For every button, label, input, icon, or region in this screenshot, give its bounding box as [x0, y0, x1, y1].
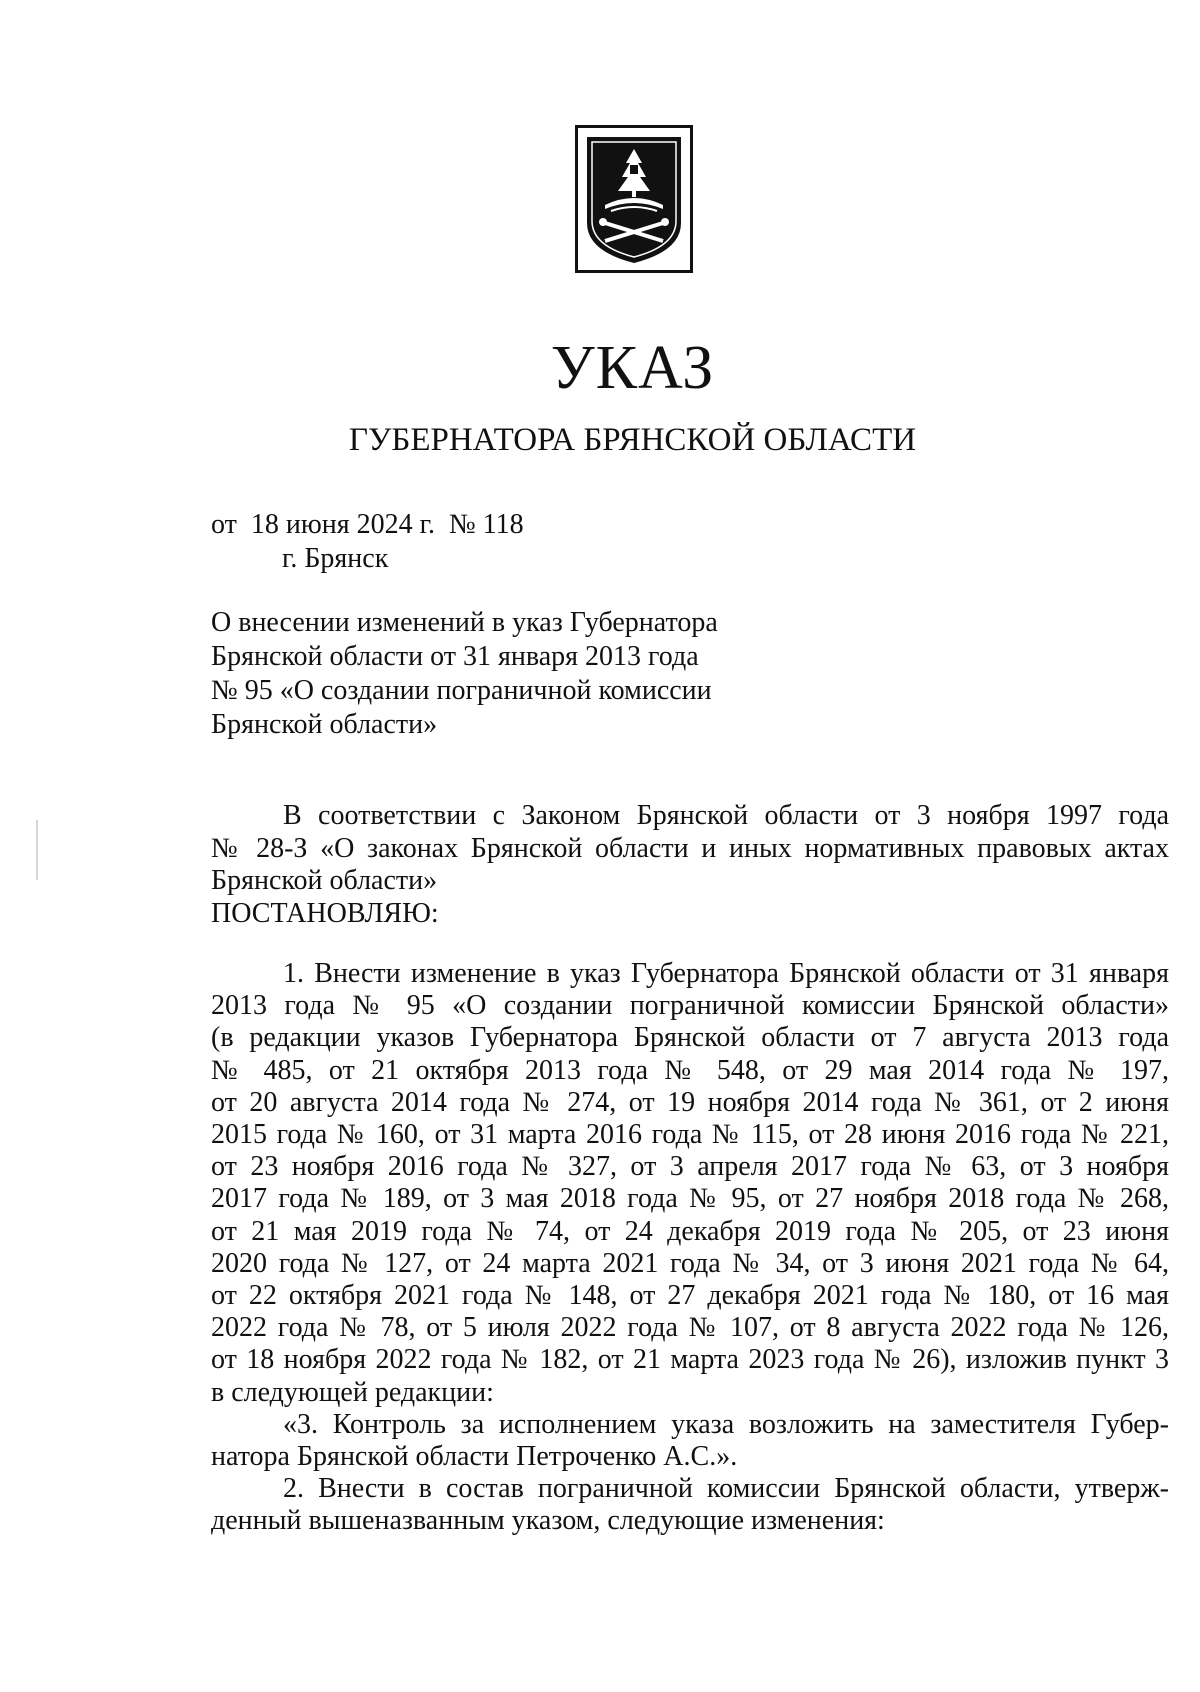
decree-city: г. Брянск — [282, 543, 389, 574]
coat-of-arms-emblem — [575, 125, 693, 273]
item-1-line: от 20 августа 2014 года № 274, от 19 ноября 2014 года № 361, от 2 июня — [211, 1086, 1169, 1118]
quote-line: «3. Контроль за исполнением указа возложить на заместителя Губер- — [283, 1408, 1169, 1440]
heading-line: Брянской области» — [211, 709, 438, 740]
coat-of-arms-icon — [575, 125, 693, 273]
item-1-line: от 21 мая 2019 года № 74, от 24 декабря 2019 года № 205, от 23 июня — [211, 1215, 1169, 1247]
quote-line: натора Брянской области Петроченко А.С.». — [211, 1441, 738, 1473]
heading-line: № 95 «О создании пограничной комиссии — [211, 675, 712, 706]
scan-margin-mark — [36, 820, 38, 880]
item-1-line: от 23 ноября 2016 года № 327, от 3 апреля 2017 года № 63, от 3 ноября — [211, 1151, 1169, 1183]
item-1-line: № 485, от 21 октября 2013 года № 548, от 29 мая 2014 года № 197, — [211, 1054, 1169, 1086]
item-1-line: 2022 года № 78, от 5 июля 2022 года № 107, от 8 августа 2022 года № 126, — [211, 1312, 1169, 1344]
preamble-line: Брянской области» — [211, 865, 438, 897]
item-1-line: 2020 года № 127, от 24 марта 2021 года № 34, от 3 июня 2021 года № 64, — [211, 1247, 1169, 1279]
decree-heading — [211, 606, 771, 742]
item-2-line: денный вышеназванным указом, следующие изменения: — [211, 1505, 885, 1537]
item-1-line: 2017 года № 189, от 3 мая 2018 года № 95, от 27 ноября 2018 года № 268, — [211, 1183, 1169, 1215]
preamble-line: № 28-З «О законах Брянской области и иных нормативных правовых актах — [211, 832, 1169, 864]
heading-line: О внесении изменений в указ Губернатора — [211, 607, 718, 638]
decree-date-number: от 18 июня 2024 г. № 118 — [211, 509, 524, 540]
document-title: УКАЗ — [550, 334, 715, 402]
item-1-block — [211, 958, 1169, 1538]
item-1-line: от 22 октября 2021 года № 148, от 27 декабря 2021 года № 180, от 16 мая — [211, 1280, 1169, 1312]
document-subtitle: ГУБЕРНАТОРА БРЯНСКОЙ ОБЛАСТИ — [348, 422, 917, 458]
item-2-line: 2. Внести в состав пограничной комиссии Брянской области, утверж- — [283, 1473, 1169, 1505]
preamble-block — [211, 800, 1169, 930]
item-1-line: 2015 года № 160, от 31 марта 2016 года № 115, от 28 июня 2016 года № 221, — [211, 1119, 1169, 1151]
item-1-line: 2013 года № 95 «О создании пограничной комиссии Брянской области» — [211, 990, 1169, 1022]
preamble-line: В соответствии с Законом Брянской области от 3 ноября 1997 года — [283, 800, 1169, 831]
item-1-line: (в редакции указов Губернатора Брянской области от 7 августа 2013 года — [211, 1022, 1169, 1054]
item-1-line: в следующей редакции: — [211, 1376, 494, 1408]
item-1-line: от 18 ноября 2022 года № 182, от 21 марта 2023 года № 26), изложив пункт 3 — [211, 1344, 1169, 1376]
decree-word: ПОСТАНОВЛЯЮ: — [211, 897, 439, 929]
item-1-line: 1. Внести изменение в указ Губернатора Брянской области от 31 января — [283, 958, 1169, 989]
heading-line: Брянской области от 31 января 2013 года — [211, 641, 699, 672]
